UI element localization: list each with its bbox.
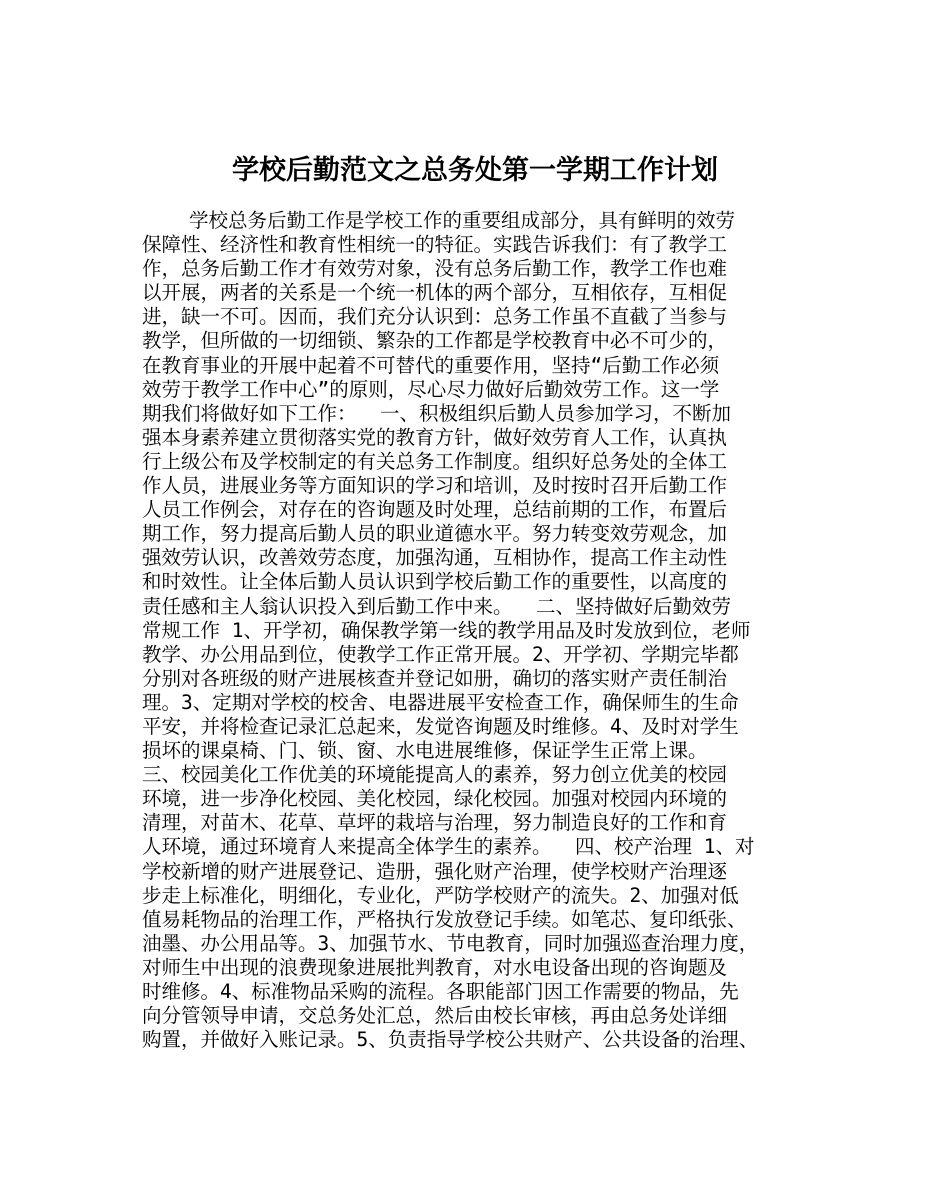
body-line: 以开展，两者的关系是一个统一机体的两个部分，互相依存，互相促 — [142, 281, 728, 305]
document-title: 学校后勤范文之总务处第一学期工作计划 — [232, 155, 718, 187]
body-line: 在教育事业的开展中起着不可替代的重要作用，坚持“后勤工作必须 — [142, 353, 720, 377]
body-line: 时维修。4、标准物品采购的流程。各职能部门因工作需要的物品，先 — [142, 980, 739, 1003]
body-line: 向分管领导申请，交总务处汇总，然后由校长审核，再由总务处详细 — [142, 1004, 728, 1028]
body-line: 平安，并将检查记录汇总起来，发觉咨询题及时维修。4、及时对学生 — [142, 714, 739, 738]
body-line: 责任感和主人翁认识投入到后勤工作中来。 二、坚持做好后勤效劳 — [142, 594, 731, 618]
body-line: 人员工作例会，对存在的咨询题及时处理，总结前期的工作，布置后 — [142, 498, 728, 522]
body-line: 清理，对苗木、花草、草坪的栽培与治理，努力制造良好的工作和育 — [142, 811, 728, 835]
body-line: 强本身素养建立贯彻落实党的教育方针，做好效劳育人工作，认真执 — [142, 425, 728, 449]
body-line: 步走上标准化，明细化，专业化，严防学校财产的流失。2、加强对低 — [142, 883, 739, 907]
body-line: 期我们将做好如下工作： 一、积极组织后勤人员参加学习，不断加 — [142, 401, 731, 425]
body-line: 作，总务后勤工作才有效劳对象，没有总务后勤工作，教学工作也难 — [142, 257, 728, 281]
body-line: 三、校园美化工作优美的环境能提高人的素养，努力创立优美的校园 — [142, 763, 728, 787]
body-line: 进，缺一不可。因而，我们充分认识到：总务工作虽不直截了当参与 — [142, 305, 728, 329]
body-line: 作人员，进展业务等方面知识的学习和培训，及时按时召开后勤工作 — [142, 474, 728, 498]
body-line: 强效劳认识，改善效劳态度，加强沟通，互相协作，提高工作主动性 — [142, 546, 728, 570]
body-line: 人环境，通过环境育人来提高全体学生的素养。 四、校产治理 1、对 — [142, 835, 755, 859]
body-line: 效劳于教学工作中心”的原则，尽心尽力做好后勤效劳工作。这一学 — [142, 377, 720, 401]
body-line: 购置，并做好入账记录。5、负责指导学校公共财产、公共设备的治理、 — [142, 1028, 759, 1052]
body-line: 理。3、定期对学校的校舍、电器进展平安检查工作，确保师生的生命 — [142, 690, 739, 714]
body-line: 值易耗物品的治理工作，严格执行发放登记手续。如笔芯、复印纸张、 — [142, 907, 747, 931]
body-line: 教学、办公用品到位，使教学工作正常开展。2、开学初、学期完毕都 — [142, 642, 739, 666]
document-body — [142, 209, 812, 1052]
body-line: 损坏的课桌椅、门、锁、窗、水电进展维修，保证学生正常上课。 — [142, 739, 708, 763]
body-line: 环境，进一步净化校园、美化校园，绿化校园。加强对校园内环境的 — [142, 787, 728, 811]
body-line: 常规工作 1、开学初，确保教学第一线的教学用品及时发放到位，老师 — [142, 618, 751, 642]
body-line: 保障性、经济性和教育性相统一的特征。实践告诉我们：有了教学工 — [142, 233, 728, 257]
body-line: 油墨、办公用品等。3、加强节水、节电教育，同时加强巡查治理力度， — [142, 931, 759, 955]
body-line: 学校新增的财产进展登记、造册，强化财产治理，使学校财产治理逐 — [142, 859, 728, 883]
body-line: 对师生中出现的浪费现象进展批判教育，对水电设备出现的咨询题及 — [142, 955, 728, 979]
body-line: 教学，但所做的一切细锁、繁杂的工作都是学校教育中必不可少的， — [142, 329, 728, 353]
body-line: 分别对各班级的财产进展核查并登记如册，确切的落实财产责任制治 — [142, 666, 728, 690]
body-line: 和时效性。让全体后勤人员认识到学校后勤工作的重要性，以高度的 — [142, 570, 728, 594]
body-line: 行上级公布及学校制定的有关总务工作制度。组织好总务处的全体工 — [142, 449, 728, 473]
body-line: 学校总务后勤工作是学校工作的重要组成部分，具有鲜明的效劳 — [142, 209, 735, 232]
body-line: 期工作，努力提高后勤人员的职业道德水平。努力转变效劳观念，加 — [142, 522, 728, 546]
